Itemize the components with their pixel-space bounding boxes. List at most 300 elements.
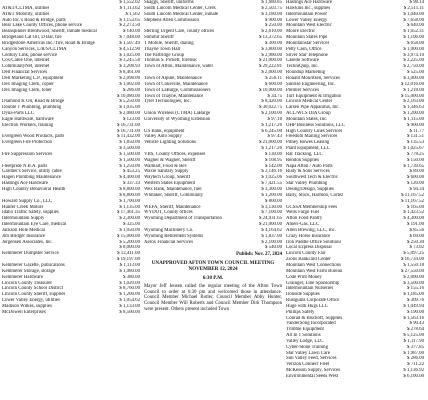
claim-vendor: Wex Bank, Maintenance, fuel bbox=[144, 187, 202, 192]
publish-date: Publish: Nov. 27, 2024 bbox=[236, 252, 282, 258]
claim-vendor: Southwest Tech & Electric bbox=[286, 175, 338, 181]
claim-amount: $ 2,980.00 bbox=[261, 52, 282, 58]
claim-amount: $ 11,167.52 bbox=[401, 198, 424, 204]
claim-amount: $ 7,048.00 bbox=[119, 35, 140, 41]
claim-amount: $ 1,135.00 bbox=[119, 204, 140, 210]
claim-amount: $ 69.00 bbox=[409, 233, 424, 239]
claim-vendor: Hagen Plumbing Maintenance bbox=[2, 175, 61, 181]
claim-vendor: VBS, County Offices, expenses bbox=[144, 151, 206, 157]
claim-amount: $ 2,000.00 bbox=[261, 70, 282, 76]
claim-vendor: Allen Brewing, LLC, Inc. bbox=[286, 227, 337, 233]
claim-amount: $ 7,421.55 bbox=[261, 181, 282, 187]
claim-amount: $ 120.00 bbox=[407, 181, 424, 187]
claims-column-3 bbox=[286, 0, 424, 400]
claim-amount: $ 1,500.00 bbox=[119, 157, 140, 163]
claim-vendor: Waytech Group, Sheriff bbox=[144, 175, 191, 181]
claim-vendor: Verizon Connect Fleet bbox=[286, 362, 330, 368]
claim-amount: $ 377.85 bbox=[407, 344, 424, 350]
claim-amount: $ 2,610.00 bbox=[261, 29, 282, 35]
claim-row bbox=[2, 310, 140, 316]
claim-amount: $ 30,022.75 bbox=[258, 105, 282, 111]
claim-vendor: Napa Afton / Auto Parts bbox=[286, 163, 333, 169]
claim-vendor: Star Valley Lawn Care bbox=[286, 350, 330, 356]
claim-amount: $ 1,837.00 bbox=[261, 233, 282, 239]
claim-vendor: Mountain West Farm Bureau bbox=[286, 268, 343, 274]
claim-amount: $ 1,217.26 bbox=[261, 122, 282, 128]
claim-amount: $ 191.00 bbox=[407, 222, 424, 228]
claim-vendor: Silver Star Telephone bbox=[286, 52, 328, 58]
claim-vendor: Western States Equipment bbox=[144, 181, 195, 187]
claim-vendor: Lincoln Medical Center bbox=[286, 99, 333, 105]
claim-amount: $ 7,658.00 bbox=[403, 17, 424, 23]
claim-amount: $ 1,113.00 bbox=[119, 262, 140, 268]
claim-row bbox=[286, 374, 424, 380]
claim-amount: $ 4,300.00 bbox=[403, 216, 424, 222]
claim-amount: $ 3,130.00 bbox=[261, 204, 282, 210]
claim-vendor: Ironside Supplies bbox=[286, 292, 320, 298]
claim-amount: $ 2,100.00 bbox=[261, 239, 282, 245]
claim-vendor: Rat Tracking, LLC bbox=[286, 151, 323, 157]
claim-vendor: Fire Suppression Services bbox=[2, 151, 53, 157]
claim-amount: $ 1,200.00 bbox=[403, 111, 424, 117]
claim-vendor: AT&T/CLTMA, utilities bbox=[2, 5, 50, 11]
claim-vendor: Cyber-Stone Training bbox=[286, 344, 329, 350]
claim-amount: $ 3,180.00 bbox=[261, 11, 282, 17]
claim-amount: $ 73.02 bbox=[409, 245, 424, 251]
claim-vendor: McDowell Enterprises bbox=[2, 309, 46, 315]
claim-vendor: Valley Auto Supply bbox=[144, 134, 182, 140]
claim-vendor: Town of Alpine, Maintenance bbox=[144, 75, 202, 81]
claim-amount: $ 1,185.00 bbox=[403, 292, 424, 298]
claim-amount: $ 135.53 bbox=[407, 140, 424, 146]
claim-amount: $ 800.00 bbox=[265, 198, 282, 204]
claim-vendor: Dex Imaging Clerk, toner bbox=[2, 87, 52, 93]
claim-vendor: CommunityNet, internet bbox=[2, 64, 50, 70]
claim-vendor: Waxie Sanitary Supply bbox=[144, 169, 189, 175]
claim-vendor: Kemmerer Dumpster Service bbox=[2, 251, 59, 257]
claim-amount: $ 250.00 bbox=[265, 23, 282, 29]
claim-vendor: Turf Equipment & Irrigation bbox=[286, 93, 342, 99]
claim-vendor: Stephens Allen Commission bbox=[144, 17, 199, 23]
claim-amount: $ 5,250.00 bbox=[119, 99, 140, 105]
claim-amount: $ 3,245.58 bbox=[119, 58, 140, 64]
claim-amount: $ 90.43 bbox=[409, 321, 424, 327]
claim-amount: $ 6,245.00 bbox=[261, 128, 282, 134]
claim-amount: $ 1,133.00 bbox=[119, 303, 140, 309]
claim-vendor: Ameri-Gas, LLC bbox=[286, 222, 320, 228]
claim-amount: $ 525.00 bbox=[407, 70, 424, 76]
claim-vendor: Hunter Creek Motors bbox=[2, 204, 44, 210]
claim-vendor: Rendon Supplies bbox=[286, 157, 319, 163]
claim-amount: $ 3,500.00 bbox=[403, 280, 424, 286]
claim-amount: $ 10,000.00 bbox=[258, 87, 282, 93]
claim-vendor: Crazy Horse Insurance bbox=[286, 233, 331, 239]
claim-amount: $ 1,507.49 bbox=[119, 40, 140, 46]
claim-vendor: South Lincoln Medical Center, inmate bbox=[144, 11, 219, 17]
claim-vendor: Dell Financial Services bbox=[2, 70, 48, 76]
claim-amount: $ 2,100.00 bbox=[261, 111, 282, 117]
claim-amount: $ 131.51 bbox=[407, 134, 424, 140]
claim-vendor: GCSSA Membership Fees bbox=[286, 204, 338, 210]
claim-amount: $ 1,850.00 bbox=[119, 140, 140, 146]
claim-amount: $ 16,731.00 bbox=[116, 128, 140, 134]
claim-amount: $ 6,100.00 bbox=[403, 374, 424, 379]
claim-vendor: Pitney Bowes Leasing bbox=[286, 140, 330, 146]
claim-vendor: Rustgums Corporate Office bbox=[286, 298, 340, 304]
claim-amount: $ 1,980.00 bbox=[119, 268, 140, 274]
claim-amount: $ 1,020.00 bbox=[119, 280, 140, 286]
claim-vendor: Bridgeland Cat Oil, D Bar, tire bbox=[2, 35, 62, 41]
claim-amount: $ 8,500.00 bbox=[119, 309, 140, 315]
claim-amount: $ 1,739.65 bbox=[403, 163, 424, 169]
claim-amount: $ 2,300.00 bbox=[119, 216, 140, 222]
claims-column-2 bbox=[144, 0, 282, 400]
claim-amount: $ 8,000.00 bbox=[119, 245, 140, 251]
claim-vendor: Lincoln County Treasurer bbox=[2, 280, 53, 286]
claim-amount: $ 540.00 bbox=[265, 245, 282, 251]
claim-vendor: Summit Sheriff bbox=[144, 35, 174, 41]
claim-amount: $ 2,163.00 bbox=[403, 99, 424, 105]
claim-vendor: Wyoming Machinery Co. bbox=[144, 227, 194, 233]
claim-amount: $ 21,000.00 bbox=[258, 58, 282, 64]
claim-amount: $ 4,512.90 bbox=[119, 46, 140, 52]
claim-amount: $ 2,273.50 bbox=[119, 23, 140, 29]
claim-vendor: Dell Marketing L.P., equipment bbox=[2, 75, 64, 81]
claim-amount: $ 34.75 bbox=[267, 93, 282, 99]
claim-vendor: Whitaker, Sheriff, Community bbox=[144, 192, 204, 198]
claim-vendor: Bridgestone Americas Inc./Tire, Road & Bridge bbox=[2, 40, 95, 46]
claim-vendor: Mountain West Electric bbox=[286, 23, 332, 29]
claim-vendor: OHP Business Solutions, LLC bbox=[286, 122, 346, 128]
claim-amount: $ 1,052.31 bbox=[403, 29, 424, 35]
claim-vendor: South Lincoln Medical Center, Clerk bbox=[144, 5, 216, 11]
claim-vendor: Petty Cash, Office bbox=[286, 46, 322, 52]
claim-amount: $ 1,050.00 bbox=[119, 227, 140, 233]
claim-amount: $ 168.95 bbox=[265, 157, 282, 163]
claim-amount: $ 309.76 bbox=[407, 298, 424, 304]
claim-amount: $ 94.34 bbox=[409, 187, 424, 192]
claim-vendor: Town of Afton, Maintenance, water bbox=[144, 64, 214, 70]
claim-vendor: Wyoming Retirement Systems bbox=[144, 233, 204, 239]
claim-vendor: Code Print Money bbox=[286, 274, 322, 280]
claim-vendor: Mountain States Pipe bbox=[286, 35, 328, 41]
claim-amount: $ 1,500.00 bbox=[119, 151, 140, 157]
claim-vendor: Kemmerer Gazette, publications bbox=[2, 262, 65, 268]
claim-vendor: AT&T Mobility, utilities bbox=[2, 11, 50, 17]
claim-vendor: Freedom Mailing Services bbox=[286, 134, 338, 140]
claim-vendor: Sterling Urgent Care, county offices bbox=[144, 29, 215, 35]
claim-vendor: Kemmerer Hardware bbox=[2, 274, 44, 280]
claim-vendor: Lincoln County Fair bbox=[286, 251, 326, 257]
claim-vendor: Intermountain Supply bbox=[2, 216, 45, 222]
claim-vendor: Mountain States, Inc. bbox=[286, 116, 328, 122]
claim-amount: $ 1,700.00 bbox=[119, 198, 140, 204]
claim-vendor: McKesson Supply, Services bbox=[286, 368, 341, 374]
claim-amount: $ 11.77 bbox=[409, 128, 424, 134]
claim-amount: $ 1,054.62 bbox=[119, 298, 140, 304]
claim-amount: $ 250.30 bbox=[407, 239, 424, 245]
claim-amount: $ 150.00 bbox=[407, 157, 424, 163]
claim-vendor: WYDOT, County offices bbox=[144, 210, 193, 216]
claim-amount: $ 98.14 bbox=[409, 0, 424, 5]
claim-vendor: Wagner & Wagner, Sheriff bbox=[144, 157, 196, 163]
claim-vendor: Sun Valley Feed, Services bbox=[286, 356, 337, 362]
claim-amount: $ 1,987.00 bbox=[403, 350, 424, 356]
notice-heading: UNAPPROVED AFTON TOWN COUNCIL MEETING NOVEMBER 12, 2024 bbox=[151, 260, 275, 272]
claim-vendor: Wells Fargo Fuel bbox=[286, 210, 320, 216]
claim-vendor: Xerox Financial Services bbox=[144, 239, 193, 245]
claim-vendor: T Mobile, Sheriff, dialing bbox=[144, 40, 194, 46]
claim-vendor: Auto Inc.'s Road & Bridge, parts bbox=[2, 17, 66, 23]
claim-vendor: Valley Lodge, LLC bbox=[286, 338, 324, 344]
claim-vendor: Conrad & Bischoff, Supplies bbox=[286, 315, 343, 321]
claim-vendor: Phillips Safety bbox=[286, 309, 315, 315]
claim-amount: $ 1,035.00 bbox=[119, 105, 140, 111]
claim-amount: $ 3,974.10 bbox=[403, 52, 424, 58]
claim-amount: $ 1,550.18 bbox=[403, 262, 424, 268]
claim-amount: $ 3,000.00 bbox=[403, 75, 424, 81]
claim-vendor: Kemmerer Storage, storage bbox=[2, 268, 56, 274]
claim-vendor: Moore Electric bbox=[286, 29, 316, 35]
claim-vendor: Fleetpride N.B.A. parts bbox=[2, 163, 48, 169]
claim-amount: $ 278.64 bbox=[407, 327, 424, 333]
claim-vendor: Lincoln County School District bbox=[2, 286, 63, 292]
claim-amount: $ 8,800.00 bbox=[119, 187, 140, 192]
claim-vendor: Canyon Services, L/R/S/CLTMA bbox=[2, 46, 67, 52]
claim-row bbox=[144, 245, 282, 251]
claim-amount: $ 2,225.00 bbox=[403, 58, 424, 64]
claim-amount: $ 2,503.75 bbox=[261, 5, 282, 11]
claim-amount: $ 3,800.00 bbox=[261, 46, 282, 52]
claim-vendor: Iron Paddle Office Solutions bbox=[286, 239, 342, 245]
claim-vendor: WEFA, Sheriff, Maintenance bbox=[144, 204, 201, 210]
claim-amount: $ 286.00 bbox=[123, 87, 140, 93]
claim-amount: $ 29,222.81 bbox=[258, 64, 282, 70]
claim-amount: $ 600.00 bbox=[265, 81, 282, 87]
claim-amount: $ 16,731.00 bbox=[116, 122, 140, 128]
claim-vendor: Dyna-Parts LLC bbox=[2, 111, 35, 117]
claim-vendor: Grainger, Line Sponsorship bbox=[286, 280, 340, 286]
claim-amount: $ 1,025.67 bbox=[403, 146, 424, 152]
claim-amount: $ 1,002.00 bbox=[119, 81, 140, 87]
claim-vendor: TechniQuip, Inc. bbox=[286, 64, 319, 70]
claim-vendor: All In 1 Solutions bbox=[286, 333, 321, 339]
claim-vendor: Afton Food Pantry bbox=[286, 216, 323, 222]
claim-amount: $ 1,200.00 bbox=[261, 192, 282, 198]
claim-vendor: High Country Lines Services bbox=[286, 128, 343, 134]
claims-column-1 bbox=[2, 0, 140, 400]
claim-amount: $ 600.00 bbox=[407, 175, 424, 181]
claim-vendor: Thomas S. Pickett, forensic bbox=[144, 58, 198, 64]
claim-vendor: Town of LaBarge, Commissioners bbox=[144, 87, 211, 93]
claim-amount: $ 286.00 bbox=[407, 356, 424, 362]
claim-vendor: Larsen Pipe Apparatus, Inc. bbox=[286, 105, 340, 111]
claim-vendor: Zions Bankcard Center bbox=[286, 257, 331, 263]
claim-amount: $ 89.00 bbox=[409, 169, 424, 175]
claim-amount: $ 658.00 bbox=[407, 40, 424, 46]
claim-amount: $ 1,346.63 bbox=[403, 105, 424, 111]
claim-vendor: Idaho Traffic Safety, supplies bbox=[2, 210, 59, 216]
claim-vendor: Union Wireless (CTMA) LaBarge bbox=[144, 111, 211, 117]
claim-amount: $ 1,000.00 bbox=[403, 46, 424, 52]
claim-amount: $ 1,025.00 bbox=[119, 52, 140, 58]
claim-amount: $ 1,680.85 bbox=[261, 0, 282, 5]
claim-amount: $ 1,115.00 bbox=[403, 116, 424, 122]
claim-vendor: VanderSong Incorporated bbox=[286, 321, 336, 327]
claim-vendor: Tyler Technologies, Inc. bbox=[144, 99, 191, 105]
claim-amount: $ 11,167.52 bbox=[401, 192, 424, 198]
claim-vendor: ACL/WCS DIA Group bbox=[286, 111, 331, 117]
claim-vendor: Desing/Design, Supplies bbox=[286, 187, 334, 192]
claim-amount: $ 2,511.11 bbox=[403, 5, 424, 11]
claim-vendor: Trimble Equipment bbox=[286, 327, 324, 333]
claim-vendor: Lincoln County Sheriff, supplies bbox=[2, 292, 66, 298]
claim-amount: $ 1,217.26 bbox=[261, 146, 282, 152]
claim-vendor: Madison Wilkes, supplies bbox=[2, 303, 52, 309]
claim-amount: $ 8,420.00 bbox=[261, 99, 282, 105]
claim-amount: $ 5,097.25 bbox=[403, 251, 424, 257]
claim-amount: $ 256.11 bbox=[265, 75, 282, 81]
claim-amount: $ 2,000.00 bbox=[403, 274, 424, 280]
claim-amount: $ 1,563.16 bbox=[403, 315, 424, 321]
claim-vendor: Town of Thayne, Maintenance bbox=[144, 93, 204, 99]
claim-vendor: Mountainstar Services bbox=[286, 40, 330, 46]
claim-vendor: Lower Valley Energy bbox=[286, 17, 328, 23]
claim-vendor: Thayne Town Hall bbox=[144, 46, 181, 52]
claim-vendor: Skaggs, Sheriff, uniforms bbox=[144, 0, 194, 5]
claim-amount: $ 2,750.00 bbox=[403, 64, 424, 70]
claim-vendor: Double T Plumbing, plumbing bbox=[2, 105, 62, 111]
claim-vendor: Bally, Stock, Harmon, Cortez bbox=[286, 192, 344, 198]
claim-vendor: Town of Cokeville, Maintenance bbox=[144, 81, 208, 87]
claim-amount: $ 1,423.52 bbox=[403, 210, 424, 216]
claim-amount: $ 19,197.00 bbox=[116, 257, 140, 263]
claim-vendor: Rudy & Sons Services bbox=[286, 169, 330, 175]
notice-time: 6:30 P.M. bbox=[202, 274, 224, 281]
claim-amount: $ 142.00 bbox=[265, 163, 282, 169]
claim-amount: $ 1,552.02 bbox=[119, 0, 140, 5]
claim-amount: $ 8,461.00 bbox=[119, 70, 140, 76]
claim-amount: $ 900.00 bbox=[407, 122, 424, 128]
claim-vendor: Local Express Disposal bbox=[286, 245, 332, 251]
claim-amount: $ 337.33 bbox=[123, 181, 140, 187]
notice-body: Mayor Jeff Jensen called the regular meeting of the Afton Town Council to order at 6:30 pm and welcomed those in attendance. Council Member Michael Butler, Council Member Abby Hunter, Council Member Will Roberts and Council Member Dirk Thompson were present. Others present included Town bbox=[144, 283, 282, 313]
claim-amount: $ 24,931.65 bbox=[258, 216, 282, 222]
claim-amount: $ 380.00 bbox=[123, 274, 140, 280]
claim-amount: $ 155.16 bbox=[407, 286, 424, 292]
claim-amount: $ 1,040.00 bbox=[403, 11, 424, 17]
claim-vendor: Evergreen Fire Protection bbox=[2, 140, 52, 146]
claim-amount: $ 165.00 bbox=[407, 204, 424, 210]
claim-vendor: Hawkins Inc., supplies bbox=[286, 5, 331, 11]
claim-vendor: Hastings Ace Hardware bbox=[2, 181, 48, 187]
claim-vendor: Ronald Mouritsen, Services bbox=[286, 75, 340, 81]
claim-vendor: Evergreen Wood Products, parts bbox=[2, 134, 65, 140]
claim-amount: $ 4,400.00 bbox=[119, 175, 140, 181]
claim-amount: $ 1,025.06 bbox=[261, 175, 282, 181]
claim-vendor: Wyoming Department of Transportation bbox=[144, 216, 222, 222]
claim-amount: $ 12,411.00 bbox=[117, 251, 140, 257]
claim-amount: $ 190.00 bbox=[407, 309, 424, 315]
claim-amount: $ 711.22 bbox=[407, 362, 424, 368]
claims-list bbox=[144, 0, 282, 251]
claim-amount: $ 21,000.00 bbox=[258, 222, 282, 228]
claim-amount: $ 123.00 bbox=[123, 116, 140, 122]
claim-amount: $ 1,117.90 bbox=[403, 338, 424, 344]
claim-vendor: Roundup Marketing bbox=[286, 70, 326, 76]
claim-vendor: Intermountain Nurseries bbox=[286, 286, 334, 292]
claim-amount: $ 3,208.93 bbox=[119, 64, 140, 70]
claim-amount: $ 4,164.62 bbox=[261, 227, 282, 233]
claim-vendor: Premier Services bbox=[286, 87, 319, 93]
claim-amount: $ 640.00 bbox=[407, 23, 424, 29]
claim-amount: $ 13,372.65 bbox=[258, 35, 282, 41]
claim-amount: $ 1,153.65 bbox=[119, 17, 140, 23]
claim-amount: $ 8,800.00 bbox=[119, 192, 140, 198]
claim-amount: $ 2,146.16 bbox=[261, 169, 282, 175]
claim-amount: $ 12,016.00 bbox=[400, 81, 424, 87]
claim-vendor: Jackson Hole Medical bbox=[2, 227, 46, 233]
claim-vendor: High Country Behavioral Health bbox=[2, 187, 66, 192]
claim-vendor: Lower Valley Energy, utilities bbox=[2, 298, 60, 304]
claim-amount: $ 97.43 bbox=[267, 134, 282, 140]
claim-vendor: Walmart, Food & Bev bbox=[144, 163, 187, 169]
claim-vendor: The Partridge Group bbox=[144, 52, 185, 58]
claim-vendor: Dex Imaging Clerk, copier bbox=[2, 81, 54, 87]
claim-amount: $ 17,461.35 bbox=[116, 210, 140, 216]
claim-amount: $ 16,734.00 bbox=[400, 257, 424, 263]
claim-amount: $ 1,113.62 bbox=[119, 5, 140, 11]
claim-amount: $ 1,106.00 bbox=[403, 35, 424, 41]
claim-vendor: Gardner's Service, utility cable bbox=[2, 169, 62, 175]
claim-vendor: Century Link, phone service bbox=[2, 52, 58, 58]
claim-amount: $ 325.00 bbox=[123, 222, 140, 228]
claim-amount: $ 8,760.00 bbox=[119, 286, 140, 292]
claim-vendor: Diamond K Oil, Road & Bridge bbox=[2, 99, 65, 105]
claim-vendor: Bear Lake County Offices, phone service bbox=[2, 23, 83, 29]
claim-vendor: Vehicle Lighting Solutions bbox=[144, 140, 196, 146]
claim-vendor: Intermountain Eye Care, medical bbox=[2, 222, 67, 228]
claim-vendor: Cox/Cable One, internet bbox=[2, 58, 50, 64]
claim-amount: $ 97.18 bbox=[267, 116, 282, 122]
claim-amount: $ 27,550.00 bbox=[400, 268, 424, 274]
claim-amount: $ 1,218.00 bbox=[403, 87, 424, 93]
claim-amount: $ 2,098.00 bbox=[119, 75, 140, 81]
claim-vendor: Star Valley Plumbing bbox=[286, 181, 328, 187]
claim-amount: $ 1,250.00 bbox=[119, 163, 140, 169]
claim-amount: $ 130.00 bbox=[265, 151, 282, 157]
claim-amount: $ 21,000.00 bbox=[258, 140, 282, 146]
claim-vendor: Beanspinner Brentwood, Sheriff, inmate medical bbox=[2, 29, 97, 35]
claim-amount: $ 1,049.94 bbox=[403, 303, 424, 309]
claim-amount: $ 1,562 bbox=[125, 11, 140, 17]
claim-vendor: Jorgensen Associates, Inc. bbox=[2, 239, 53, 245]
claim-vendor: Jim Bridger Insurance bbox=[2, 233, 46, 239]
claim-vendor: University of Wyoming Extension bbox=[144, 116, 211, 122]
claim-vendor: Intermountain Power bbox=[286, 11, 328, 17]
claim-amount: $ 11,432.00 bbox=[117, 134, 140, 140]
claim-amount: $ 15,000.00 bbox=[116, 233, 140, 239]
claim-vendor: Caselle Software bbox=[286, 58, 319, 64]
claim-amount: $ 1,136.92 bbox=[403, 368, 424, 374]
claim-vendor: Huge with Hugs LLC bbox=[286, 303, 329, 309]
claim-amount: $ 5,200.00 bbox=[119, 239, 140, 245]
claim-vendor: Electron Workers, training bbox=[2, 122, 54, 128]
claim-vendor: Hastings Ace Hardware bbox=[286, 0, 332, 5]
claim-amount: $ 900.00 bbox=[265, 17, 282, 23]
claim-vendor: US Bank, equipment bbox=[144, 128, 185, 134]
claim-amount: $ 300.00 bbox=[265, 40, 282, 46]
